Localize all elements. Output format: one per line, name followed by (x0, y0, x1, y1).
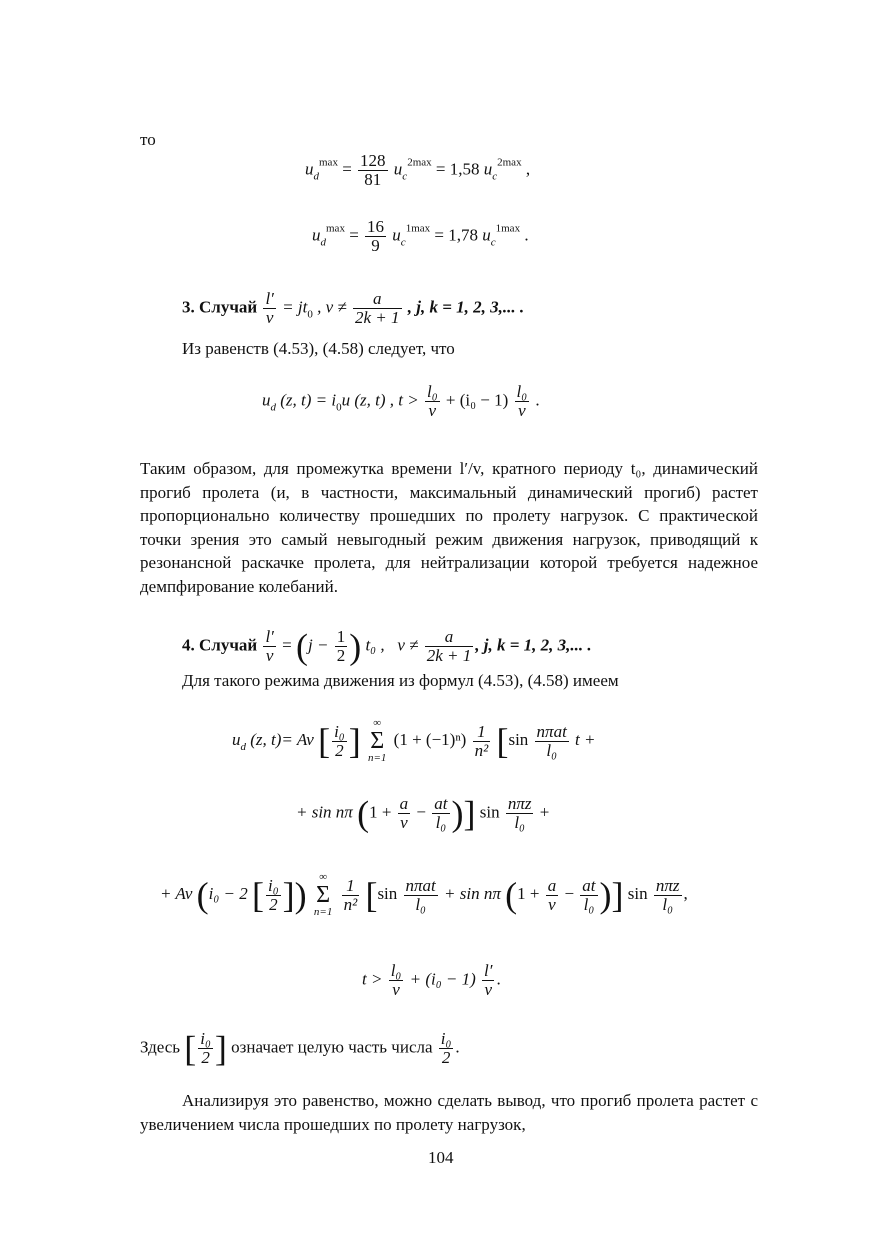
case-3-text: Из равенств (4.53), (4.58) следует, что (182, 339, 455, 358)
equation-4-line-4: t > $\frac{\text{l₀}}{v}$ + (i₀ − 1) $\frac{l'}{v}$ . (362, 961, 501, 999)
case-4-text: Для такого режима движения из формул (4.53), (4.58) имеем (182, 671, 619, 690)
paragraph-2: Анализируя это равенство, можно сделать вывод, что прогиб пролета растет с увеличением числа прошедших по пролету нагрузок, (140, 1091, 758, 1134)
equation-3: $u_d$ (z, $t) = i_0u$ (z, t) , t > $\frac{\text{l₀}}{v}$ + (i₀ − 1) $\frac{\text{l₀}}{v}$ . (262, 382, 540, 420)
case-4-heading: 4. Случай $\frac{l'}{v}$ = (j − $\frac{1}{2}$ ) t₀ , v ≠ $\frac{a}{2k + 1}$ , j, k = 1, 2, 3,... . (182, 626, 592, 667)
page-number: 104 (428, 1148, 454, 1167)
equation-4-line-2: + sin nπ (1 + $\frac{a}{v}$ − $\frac{at}{\text{l₀}}$ )] sin $\frac{\text{nπz}}{\text{l₀}}$ + (296, 793, 550, 834)
equation-4-line-1: $u_d$ (z, t)= Av [ $\frac{\text{i₀}}{2}$ ] ∞ Σ n=1 (1 + (−1)ⁿ) $\frac{1}{\text{n²}}$ [sin $\frac{\text{nπat}}{\text{l₀}}$ t + (232, 717, 596, 764)
equation-2: $u_d^{max}$ = $\frac{16}{9}$ $u_c^{1max} = 1,78$ $u_c^{1max}$ . (312, 217, 529, 255)
here-line: Здесь [ $\frac{\text{i₀}}{2}$ ] означает целую часть числа $\frac{\text{i₀}}{2}$ . (140, 1028, 460, 1069)
equation-1: $u_d^{max}$ = $\frac{128}{81}$ $u_c^{2max} = 1,58$ $u_c^{2max}$ , (305, 151, 531, 189)
equation-4-line-3: + Av (i₀ − 2 [ $\frac{\text{i₀}}{2}$ ]) ∞ Σ n=1 $\frac{1}{\text{n²}}$ [sin $\frac{\text{nπat}}{\text{l₀}}$ + sin nπ (1 + $\frac{a}{v}$ − $\frac{at}{\text{l₀}}$ )] sin $\frac{\text{nπz}}{\text{l₀}}$ , (160, 871, 688, 918)
case-3-heading: 3. Случай $\frac{l'}{v}$ = $jt_0$ , v ≠ $\frac{a}{2k + 1}$ , j, k = 1, 2, 3,... . (182, 289, 525, 327)
paragraph-1: Таким образом, для промежутка времени l′/v, кратного периоду t₀, динамический прогиб пролета (и, в частности, максимальный динамический прогиб) растет пропорционально количеству прошедших по пролету нагрузок. С практической точки зрения это самый невыгодный режим движения нагрузок, приводящий к резонансной раскачке пролета, для нейтрализации которой требуется надежное демпфирование колебаний. (140, 459, 758, 596)
intro-word: то (140, 130, 156, 149)
